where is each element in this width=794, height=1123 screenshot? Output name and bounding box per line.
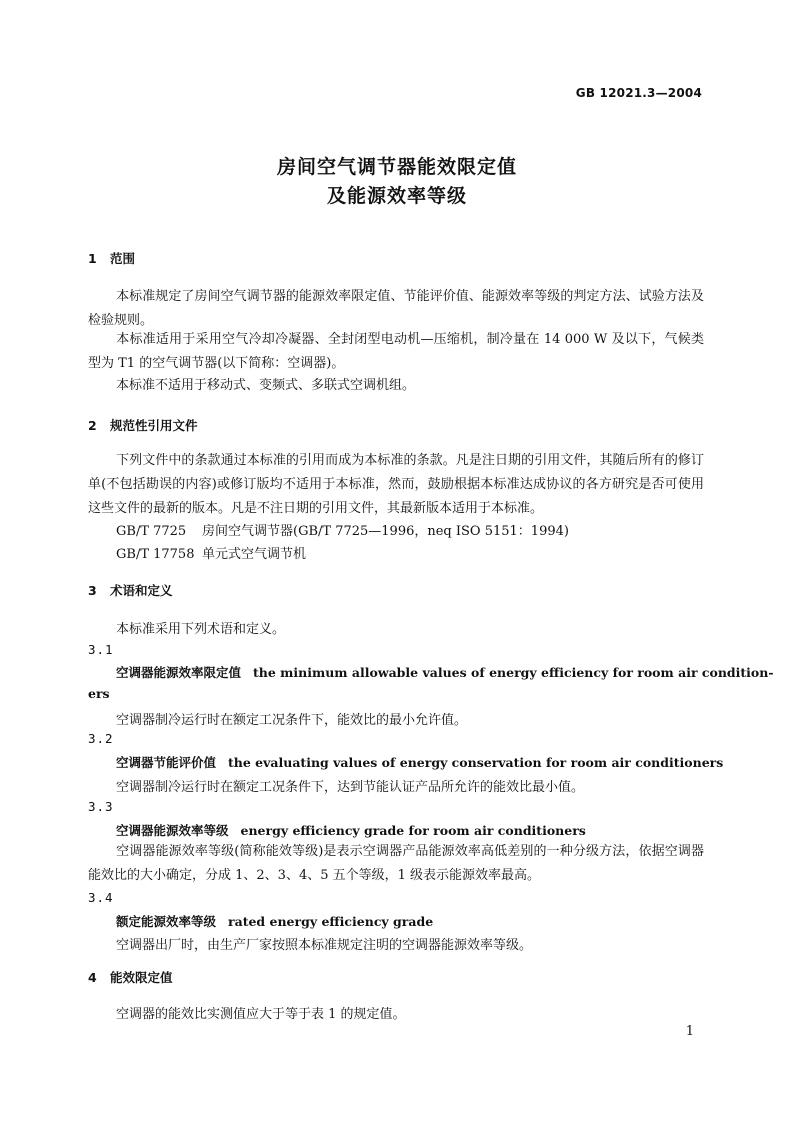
reference-code: GB/T 17758	[116, 547, 195, 562]
page-number: 1	[685, 1024, 694, 1039]
reference-title: 房间空气调节器(GB/T 7725—1996，neq ISO 5151：1994)	[202, 524, 569, 539]
term-heading	[116, 663, 774, 681]
section-4-paragraph-1: 空调器的能效比实测值应大于等于表 1 的规定值。	[116, 1007, 406, 1022]
term-number: 3.3	[88, 799, 114, 814]
term-definition: 空调器制冷运行时在额定工况条件下，达到节能认证产品所允许的能效比最小值。	[116, 780, 585, 795]
document-title-line-2: 及能源效率等级	[326, 185, 467, 207]
section-1-paragraph-2: 本标准适用于采用空气冷却冷凝器、全封闭型电动机—压缩机，制冷量在 14 000 W 及以下，气候类型为 T1 的空气调节器(以下简称：空调器)。	[88, 332, 704, 371]
reference-item	[116, 520, 569, 539]
term-zh: 空调器能源效率限定值	[116, 665, 242, 680]
document-title-line-1: 房间空气调节器能效限定值	[276, 156, 517, 178]
section-2-paragraph-1: 下列文件中的条款通过本标准的引用而成为本标准的条款。凡是注日期的引用文件，其随后所有的修订单(不包括勘误的内容)或修订版均不适用于本标准，然而，鼓励根据本标准达成协议的各方研究是否可使用这些文件的最新的版本。凡是不注日期的引用文件，其最新版本适用于本标准。	[88, 453, 704, 516]
term-en: energy efficiency grade for room air conditioners	[240, 823, 586, 838]
section-3-intro: 本标准采用下列术语和定义。	[116, 622, 286, 637]
term-number: 3.4	[88, 890, 114, 905]
section-2-heading	[88, 416, 198, 434]
section-number: 4	[88, 970, 97, 985]
term-zh: 空调器能源效率等级	[116, 823, 229, 838]
reference-code: GB/T 7725	[116, 524, 187, 539]
section-number: 1	[88, 251, 97, 266]
term-en: the minimum allowable values of energy efficiency for room air condition-	[253, 665, 774, 680]
section-title: 能效限定值	[110, 970, 173, 985]
section-number: 2	[88, 418, 97, 433]
section-1-paragraph-1: 本标准规定了房间空气调节器的能源效率限定值、节能评价值、能源效率等级的判定方法、试验方法及检验规则。	[88, 289, 704, 328]
term-definition: 空调器制冷运行时在额定工况条件下，能效比的最小允许值。	[116, 713, 468, 728]
term-heading	[116, 753, 723, 771]
standard-number: GB 12021.3—2004	[575, 86, 702, 100]
term-en: rated energy efficiency grade	[228, 914, 434, 929]
term-heading	[116, 821, 586, 839]
reference-item	[116, 543, 306, 562]
term-zh: 空调器节能评价值	[116, 755, 217, 770]
reference-title: 单元式空气调节机	[202, 547, 307, 562]
section-3-heading	[88, 581, 173, 599]
section-title: 术语和定义	[110, 583, 173, 598]
term-definition: 空调器出厂时，由生产厂家按照本标准规定注明的空调器能源效率等级。	[116, 938, 533, 953]
section-4-heading	[88, 968, 173, 986]
term-heading	[116, 912, 433, 930]
term-number: 3.2	[88, 731, 114, 746]
section-1-heading	[88, 249, 135, 267]
term-zh: 额定能源效率等级	[116, 914, 217, 929]
term-number: 3.1	[88, 642, 114, 657]
term-en: the evaluating values of energy conservation for room air conditioners	[228, 755, 724, 770]
section-1-paragraph-3: 本标准不适用于移动式、变频式、多联式空调机组。	[116, 378, 416, 393]
section-title: 范围	[110, 251, 136, 266]
term-definition: 空调器能源效率等级(简称能效等级)是表示空调器产品能源效率高低差别的一种分级方法，依据空调器能效比的大小确定，分成 1、2、3、4、5 五个等级，1 级表示能源效率最高。	[88, 844, 704, 883]
term-heading-continuation: ers	[88, 686, 110, 701]
section-title: 规范性引用文件	[110, 418, 198, 433]
section-number: 3	[88, 583, 97, 598]
